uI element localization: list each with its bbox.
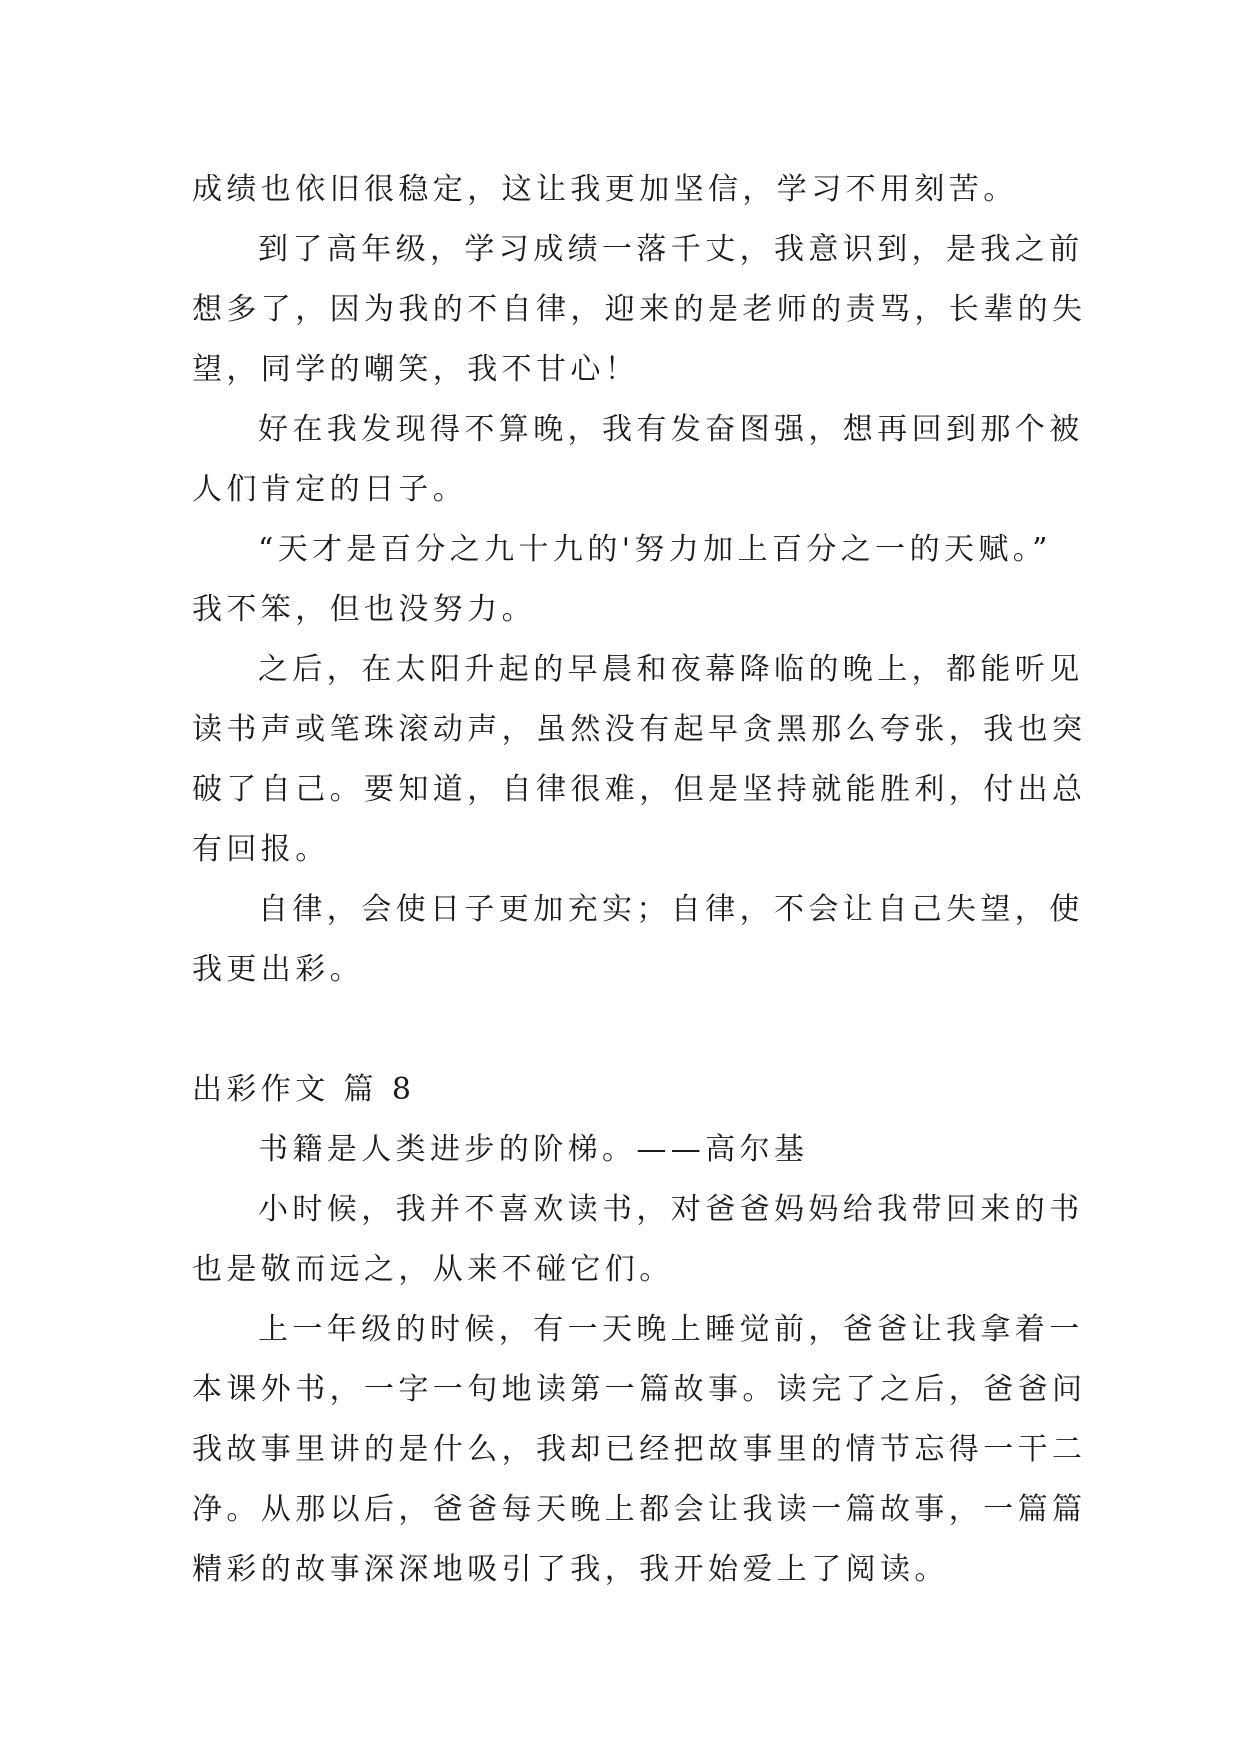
text-line: 破了自己。要知道，自律很难，但是坚持就能胜利，付出总 bbox=[192, 772, 1087, 807]
text-line: 望，同学的嘲笑，我不甘心！ bbox=[192, 352, 640, 387]
text-line: 上一年级的时候，有一天晚上睡觉前，爸爸让我拿着一 bbox=[258, 1312, 1084, 1347]
text-line: 人们肯定的日子。 bbox=[192, 472, 468, 507]
text-line: 有回报。 bbox=[192, 832, 330, 867]
text-line: 到了高年级，学习成绩一落千丈，我意识到，是我之前 bbox=[258, 232, 1084, 267]
text-block-before bbox=[192, 160, 1087, 1000]
text-line: 想多了，因为我的不自律，迎来的是老师的责骂，长辈的失 bbox=[192, 292, 1087, 327]
text-line: 读书声或笔珠滚动声，虽然没有起早贪黑那么夸张，我也突 bbox=[192, 712, 1087, 747]
epigraph-line: 书籍是人类进步的阶梯。——高尔基 bbox=[258, 1132, 809, 1167]
text-line: 小时候，我并不喜欢读书，对爸爸妈妈给我带回来的书 bbox=[258, 1192, 1084, 1227]
document-page bbox=[192, 160, 1087, 1600]
text-line: 成绩也依旧很稳定，这让我更加坚信，学习不用刻苦。 bbox=[192, 172, 1018, 207]
text-line: 我更出彩。 bbox=[192, 952, 364, 987]
section-title: 出彩作文 篇 8 bbox=[192, 1072, 416, 1107]
text-line: 好在我发现得不算晚，我有发奋图强，想再回到那个被 bbox=[258, 412, 1084, 447]
text-line: 净。从那以后，爸爸每天晚上都会让我读一篇故事，一篇篇 bbox=[192, 1492, 1087, 1527]
quote-line: “天才是百分之九十九的'努力加上百分之一的天赋。” bbox=[258, 532, 1052, 567]
text-line: 之后，在太阳升起的早晨和夜幕降临的晚上，都能听见 bbox=[258, 652, 1084, 687]
text-line: 精彩的故事深深地吸引了我，我开始爱上了阅读。 bbox=[192, 1552, 949, 1587]
text-line: 我故事里讲的是什么，我却已经把故事里的情节忘得一干二 bbox=[192, 1432, 1087, 1467]
text-line: 本课外书，一字一句地读第一篇故事。读完了之后，爸爸问 bbox=[192, 1372, 1087, 1407]
text-block-after bbox=[192, 1120, 1087, 1600]
text-line: 也是敬而远之，从来不碰它们。 bbox=[192, 1252, 674, 1287]
text-line: 自律，会使日子更加充实；自律，不会让自己失望，使 bbox=[258, 892, 1084, 927]
text-line: 我不笨，但也没努力。 bbox=[192, 592, 536, 627]
